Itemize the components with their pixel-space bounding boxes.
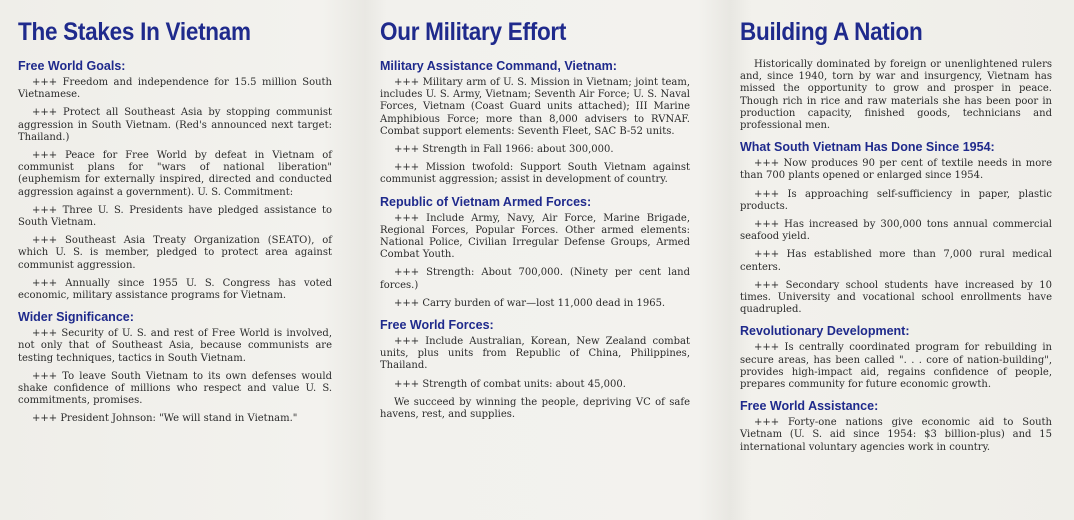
- paragraph: +++ Peace for Free World by defeat in Vietnam of communist plans for "wars of national liberation" (euphemism for externally inspired, directed and conducted aggression against a government). U. S. Commitment:: [18, 150, 332, 198]
- paragraph: +++ Strength: About 700,000. (Ninety per cent land forces.): [380, 267, 690, 291]
- paragraph: +++ Strength in Fall 1966: about 300,000.: [394, 144, 614, 156]
- section-heading: Free World Forces:: [380, 318, 494, 333]
- paragraph: +++ Include Army, Navy, Air Force, Marine Brigade, Regional Forces, Popular Forces. Other armed elements: National Police, Civilian Irregular Defense Groups, Armed Combat Youth.: [380, 212, 690, 261]
- paragraph: +++ Carry burden of war—lost 11,000 dead in 1965.: [394, 297, 666, 309]
- paragraph: +++ Security of U. S. and rest of Free World is involved, not only that of Southeast Asia, because communists are testing techniques, tactics in South Vietnam.: [18, 328, 332, 364]
- section-heading: Revolutionary Development:: [740, 324, 910, 339]
- paragraph: We succeed by winning the people, depriving VC of safe havens, rest, and supplies.: [380, 396, 690, 421]
- column-stakes: [18, 18, 332, 432]
- paragraph: +++ Strength of combat units: about 45,000.: [394, 378, 626, 390]
- section-heading: Military Assistance Command, Vietnam:: [380, 59, 617, 73]
- section-heading: What South Vietnam Has Done Since 1954:: [740, 140, 995, 155]
- column-title: The Stakes In Vietnam: [18, 18, 251, 46]
- paragraph: +++ Has established more than 7,000 rural medical centers.: [740, 249, 1052, 273]
- paragraph: +++ Mission twofold: Support South Vietnam against communist aggression; assist in development of country.: [380, 162, 690, 186]
- paragraph: +++ Is centrally coordinated program for rebuilding in secure areas, has been called ". . . core of nation-building", provides high-impact aid, regains confidence of people, prepares community for future economic growth.: [740, 342, 1052, 391]
- paragraph: +++ Is approaching self-sufficiency in paper, plastic products.: [740, 188, 1052, 212]
- intro-paragraph: Historically dominated by foreign or unenlightened rulers and, since 1940, torn by war and insurgency, Vietnam has missed the opportunity to grow and prosper in peace. Though rich in rice and raw materials she has been poor in production capacity, finished goods, technicians and professional men.: [740, 59, 1052, 132]
- paragraph: +++ Now produces 90 per cent of textile needs in more than 700 plants opened or enlarged since 1954.: [740, 158, 1052, 182]
- paragraph: +++ Secondary school students have increased by 10 times. University and vocational school enrollments have quadrupled.: [740, 279, 1052, 316]
- paragraph: +++ Military arm of U. S. Mission in Vietnam; joint team, includes U. S. Army, Vietnam; Seventh Air Force; U. S. Naval Forces, Vietnam (Coast Guard units attached); III Marine Amphibious Force; more than 8,000 advisers to RVNAF. Combat support elements: Seventh Fleet, SAC B-52 units.: [380, 77, 690, 137]
- paragraph: +++ Protect all Southeast Asia by stopping communist aggression in South Vietnam. (Red's announced next target: Thailand.): [18, 107, 332, 143]
- paragraph: +++ Three U. S. Presidents have pledged assistance to South Vietnam.: [18, 204, 332, 229]
- column-title: Our Military Effort: [380, 18, 567, 46]
- section-heading: Free World Assistance:: [740, 399, 879, 414]
- paragraph: +++ To leave South Vietnam to its own defenses would shake confidence of millions who respect and value U. S. commitments, promises.: [18, 370, 332, 407]
- column-military: [380, 18, 690, 427]
- column-nation: [740, 18, 1052, 460]
- column-title: Building A Nation: [740, 18, 923, 46]
- paragraph: +++ Southeast Asia Treaty Organization (SEATO), of which U. S. is member, pledged to protect area against communist aggression.: [18, 235, 332, 271]
- section-heading: Republic of Vietnam Armed Forces:: [380, 194, 592, 209]
- paragraph: +++ Include Australian, Korean, New Zealand combat units, plus units from Republic of China, Philippines, Thailand.: [380, 336, 690, 372]
- paragraph: +++ President Johnson: "We will stand in Vietnam.": [32, 413, 298, 425]
- paragraph: +++ Freedom and independence for 15.5 million South Vietnamese.: [18, 77, 332, 101]
- paragraph: +++ Has increased by 300,000 tons annual commercial seafood yield.: [740, 219, 1052, 243]
- paragraph: +++ Forty-one nations give economic aid to South Vietnam (U. S. aid since 1954: $3 billion-plus) and 15 international voluntary agencies work in country.: [740, 417, 1052, 453]
- section-heading: Free World Goals:: [18, 59, 126, 73]
- paragraph: +++ Annually since 1955 U. S. Congress has voted economic, military assistance programs for Vietnam.: [18, 277, 332, 302]
- section-heading: Wider Significance:: [18, 310, 134, 325]
